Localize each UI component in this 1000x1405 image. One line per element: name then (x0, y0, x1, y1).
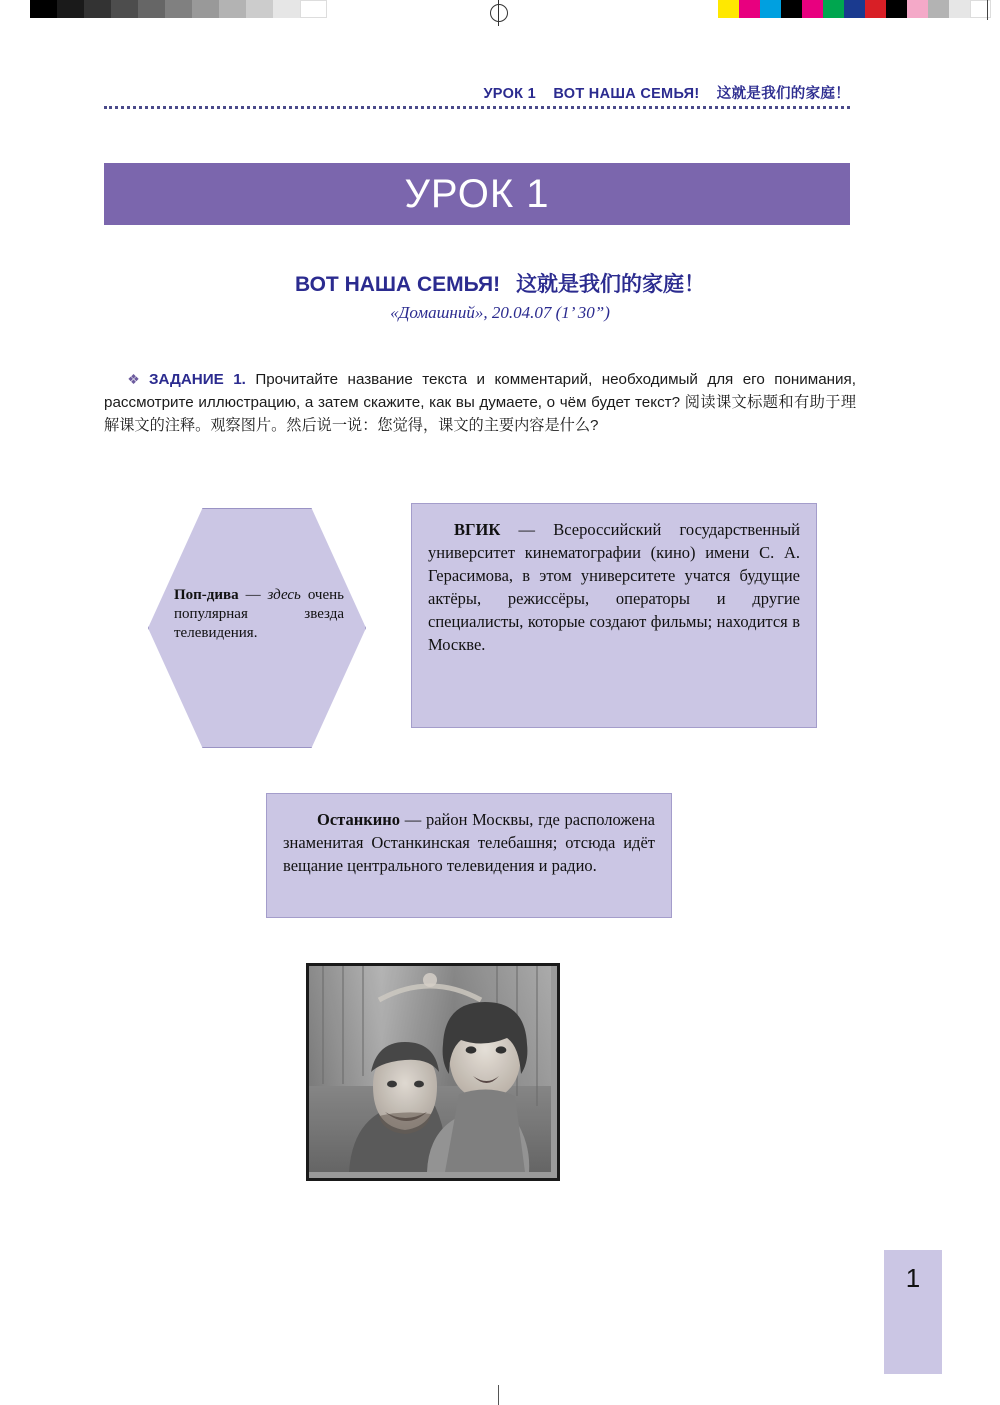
task-text-cn: 阅读课文标题和有助于理解课文的注释。观察图片。然后说一说：您觉得，课文的主要内容是什么? (104, 394, 857, 434)
page-title (0, 268, 1000, 298)
header-divider (104, 106, 850, 113)
source-line: «Домашний», 20.04.07 (1’ 30”) (390, 303, 610, 322)
callout-ostankino (266, 793, 672, 918)
crop-mark-top-right (987, 0, 1000, 20)
page-title-ru: ВОТ НАША СЕМЬЯ! (294, 273, 501, 296)
illustration-photo (306, 963, 560, 1181)
lesson-banner (104, 163, 850, 225)
callout-hexagon-text (174, 586, 344, 643)
callout-ostankino-term: Останкино (317, 810, 400, 829)
calibration-bar-right (718, 0, 991, 18)
calibration-bar-left (30, 0, 327, 18)
callout-ostankino-body: — район Москвы, где расположена знаменитая Останкинская телебашня; отсюда идёт вещание центрального телевидения и радио. (283, 810, 655, 875)
callout-vgik-term: ВГИК (454, 520, 501, 539)
running-head (104, 82, 850, 103)
task-paragraph (104, 368, 856, 437)
callout-vgik (411, 503, 817, 728)
running-head-title-ru: ВОТ НАША СЕМЬЯ! (553, 86, 700, 102)
callout-hexagon-dash: — (238, 587, 268, 603)
callout-hexagon-body: очень популярная звезда телевидения. (174, 587, 345, 641)
callout-vgik-text (428, 518, 800, 656)
task-bullet-icon: ❖ (122, 371, 145, 387)
lesson-banner-label: УРОК 1 (404, 171, 550, 216)
registration-mark-bottom (487, 1385, 509, 1405)
page-title-cn: 这就是我们的家庭！ (516, 273, 706, 296)
running-head-title-cn: 这就是我们的家庭！ (716, 86, 850, 102)
callout-hexagon-term: Поп-дива (174, 587, 239, 603)
registration-mark-top (487, 0, 509, 26)
task-label: ЗАДАНИЕ 1. (148, 371, 246, 388)
callout-vgik-body: — Всероссийский государственный университет кинематографии (кино) имени С. А. Герасимова, в этом университете учатся будущие актёры, режиссёры, операторы и другие специалисты, которые создают фильмы; находится в Москве. (428, 520, 800, 654)
callout-ostankino-text (283, 808, 655, 877)
running-head-lesson: УРОК 1 (483, 86, 536, 102)
photo-graphic (309, 966, 551, 1172)
callout-hexagon-emphasis: здесь (267, 587, 301, 603)
page-number: 1 (905, 1263, 921, 1293)
task-text-ru: Прочитайте название текста и комментарий, необходимый для его понимания, рассмотрите иллюстрацию, а затем скажите, как вы думаете, о чём будет текст? (104, 371, 856, 411)
callout-hexagon-pop-diva (148, 508, 366, 748)
